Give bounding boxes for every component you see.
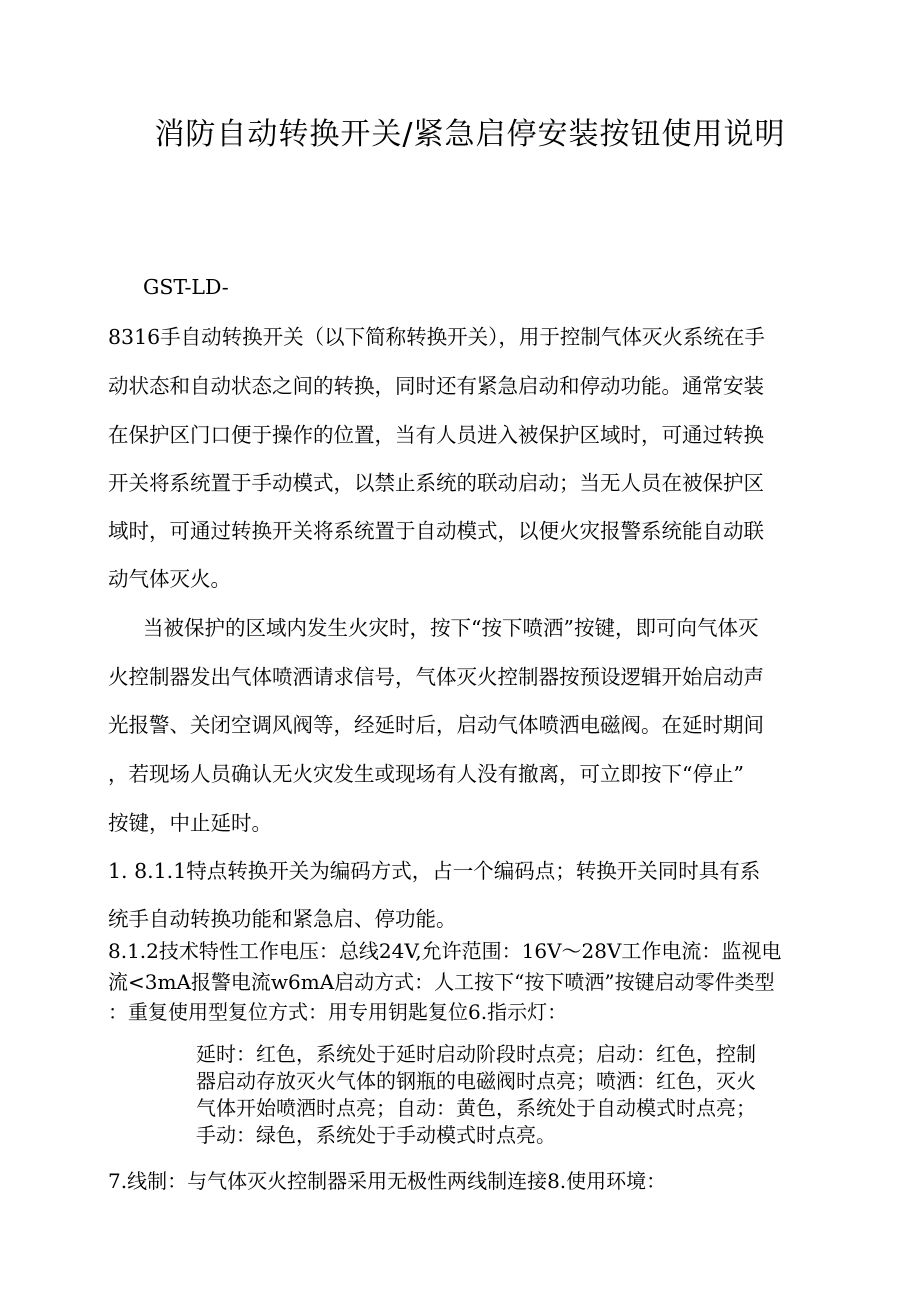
indicator-line: 器启动存放灭火气体的钢瓶的电磁阀时点亮；喷洒：红色，灭火 [196, 1069, 756, 1093]
text-line: 火控制器发出气体喷洒请求信号，气体灭火控制器按预设逻辑开始启动声 [108, 665, 764, 689]
text-line: ：重复使用型复位方式：用专用钥匙复位6.指示灯： [108, 1000, 568, 1024]
document-title: 消防自动转换开关/紧急启停安装按钮使用说明 [154, 117, 786, 152]
text-line: ，若现场人员确认无火灾发生或现场有人没有撤离，可立即按下“停止” [108, 762, 744, 786]
text-line: 统手自动转换功能和紧急启、停功能。 [108, 907, 457, 931]
indicator-line: 手动：绿色，系统处于手动模式时点亮。 [196, 1123, 556, 1147]
text-line: 按键，中止延时。 [108, 811, 272, 835]
indicator-line: 气体开始喷洒时点亮；自动：黄色，系统处于自动模式时点亮； [196, 1096, 756, 1120]
text-line: 8.1.2技术特性工作电压：总线24V,允许范围：16V～28V工作电流：监视电 [108, 939, 782, 963]
text-line: 7.线制：与气体灭火控制器采用无极性两线制连接8.使用环境： [108, 1169, 667, 1193]
text-line: 在保护区门口便于操作的位置，当有人员进入被保护区域时，可通过转换 [108, 423, 764, 447]
text-line: 动气体灭火。 [108, 567, 231, 591]
text-line: 动状态和自动状态之间的转换，同时还有紧急启动和停动功能。通常安装 [108, 374, 764, 398]
indicator-line: 延时：红色，系统处于延时启动阶段时点亮；启动：红色，控制 [196, 1042, 756, 1066]
text-line: 1. 8.1.1特点转换开关为编码方式，占一个编码点；转换开关同时具有系 [108, 859, 761, 883]
text-line: 8316手自动转换开关（以下简称转换开关），用于控制气体灭火系统在手 [108, 325, 765, 349]
text-line: 当被保护的区域内发生火灾时，按下“按下喷洒”按键，即可向气体灭 [143, 616, 759, 640]
text-line: 流<3mA报警电流w6mA启动方式：人工按下“按下喷洒”按键启动零件类型 [108, 970, 775, 994]
text-line: 域时，可通过转换开关将系统置于自动模式，以便火灾报警系统能自动联 [108, 519, 764, 543]
text-line: 光报警、关闭空调风阀等，经延时后，启动气体喷洒电磁阀。在延时期间 [108, 713, 764, 737]
text-line: GST-LD- [143, 275, 229, 299]
text-line: 开关将系统置于手动模式，以禁止系统的联动启动；当无人员在被保护区 [108, 471, 764, 495]
